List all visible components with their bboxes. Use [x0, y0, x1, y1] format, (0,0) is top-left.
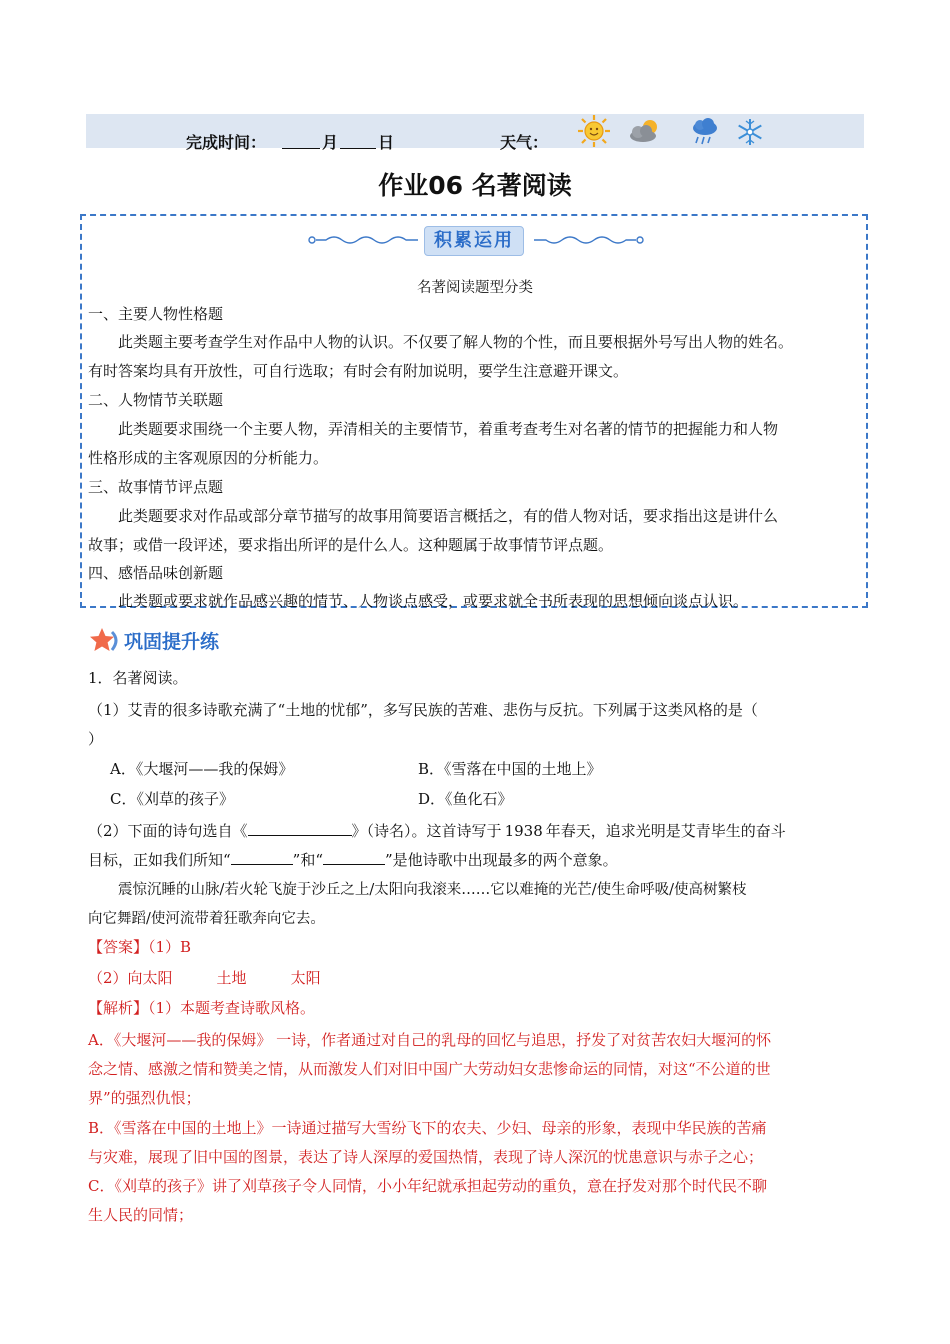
q1-option-b[interactable]: B．《雪落在中国的土地上》 — [418, 760, 602, 778]
sun-icon[interactable] — [576, 114, 612, 148]
box-line-11: 此类题或要求就作品感兴趣的情节、人物谈点感受，或要求就全书所表现的思想倾向谈点认识。 — [118, 592, 749, 610]
answer-line-1 — [88, 937, 191, 957]
image-blank-1[interactable] — [231, 850, 293, 865]
poem-line-2: 向它舞蹈/使河流带着狂歌奔向它去。 — [88, 911, 325, 927]
month-blank[interactable] — [282, 132, 320, 149]
q1-option-d[interactable]: D．《鱼化石》 — [418, 790, 513, 808]
box-line-9: 故事；或借一段评述，要求指出所评的是什么人。这种题属于故事情节评点题。 — [88, 536, 614, 554]
completion-label: 完成时间： — [186, 133, 267, 152]
q1-part2-text-d: 目标，正如我们所知“ — [88, 851, 231, 869]
q1-option-c[interactable]: C．《刈草的孩子》 — [110, 790, 234, 808]
answer-part2-c: 太阳 — [290, 969, 321, 987]
q1-part1-line2: ） — [88, 730, 104, 748]
q1-part2-text-a: （2）下面的诗句选自《 — [88, 822, 248, 840]
weather-label: 天气： — [500, 133, 549, 152]
q1-part2-text-b: 》（诗名）。这首诗写于 — [351, 822, 502, 840]
explanation-a-line3: 界”的强烈仇恨； — [88, 1089, 201, 1107]
day-blank[interactable] — [340, 132, 376, 149]
day-label: 日 — [378, 133, 395, 152]
box-line-2: 此类题主要考查学生对作品中人物的认识。不仅要了解人物的个性，而且要根据外号写出人物的姓名。 — [118, 333, 794, 351]
explanation-c-line1: C．《刈草的孩子》讲了刈草孩子令人同情，小小年纪就承担起劳动的重负，意在抒发对那个时代民不聊 — [88, 1177, 767, 1195]
explanation-heading-line — [88, 998, 315, 1018]
image-blank-2[interactable] — [323, 850, 385, 865]
q1-part2-line1 — [88, 821, 786, 841]
q1-part2-year: 1938 — [504, 822, 543, 840]
q1-part2-text-e: ”和“ — [292, 851, 324, 869]
explanation-b-line2: 与灾难，展现了旧中国的图景，表达了诗人深厚的爱国热情，表现了诗人深沉的忧患意识与赤子之心； — [88, 1148, 764, 1166]
page-title: 作业06 名著阅读 — [378, 171, 572, 200]
explanation-c-line2: 生人民的同情； — [88, 1206, 194, 1224]
poem-name-blank[interactable] — [248, 821, 352, 836]
q1-part2-line2 — [88, 850, 618, 870]
section-consolidate-header — [88, 626, 268, 654]
box-line-6: 性格形成的主客观原因的分析能力。 — [88, 449, 329, 467]
rain-icon[interactable] — [689, 116, 721, 148]
explanation-head: （1）本题考查诗歌风格。 — [148, 999, 316, 1017]
box-line-5: 此类题要求围绕一个主要人物，弄清相关的主要情节，着重考查考生对名著的情节的把握能力和人物 — [118, 420, 779, 438]
explanation-a-line2: 念之情、感激之情和赞美之情，从而激发人们对旧中国广大劳动妇女悲惨命运的同情，对这“不公道的世 — [88, 1060, 771, 1078]
answer-part2-b: 土地 — [216, 969, 247, 987]
q1-heading: 1．名著阅读。 — [88, 669, 188, 687]
answer-part2-a: （2）向太阳 — [88, 969, 173, 987]
explanation-label: 【解析】 — [88, 999, 149, 1017]
month-label: 月 — [322, 133, 339, 152]
q1-part1-line1: （1）艾青的很多诗歌充满了“土地的忧郁”，多写民族的苦难、悲伤与反抗。下列属于这类风格的是（ — [88, 701, 758, 719]
box-line-4: 二、人物情节关联题 — [88, 391, 224, 409]
answer-part1: （1）B — [148, 938, 192, 956]
answer-line-2 — [88, 968, 321, 988]
section-consolidate-title: 巩固提升练 — [124, 631, 220, 653]
poem-line-1: 震惊沉睡的山脉/若火轮飞旋于沙丘之上/太阳向我滚来……它以难掩的光芒/使生命呼吸/使高树繁枝 — [118, 882, 747, 898]
snow-icon[interactable] — [736, 118, 764, 146]
box-line-10: 四、感悟品味创新题 — [88, 564, 224, 582]
star-icon — [88, 626, 122, 654]
box-line-3: 有时答案均具有开放性，可自行选取；有时会有附加说明，要学生注意避开课文。 — [88, 362, 629, 380]
box-line-7: 三、故事情节评点题 — [88, 478, 224, 496]
box-line-8: 此类题要求对作品或部分章节描写的故事用简要语言概括之，有的借人物对话，要求指出这是讲什么 — [118, 507, 779, 525]
q1-part2-text-f: ”是他诗歌中出现最多的两个意象。 — [385, 851, 618, 869]
header-bar — [86, 114, 864, 152]
answer-label: 【答案】 — [88, 938, 149, 956]
explanation-a-line1: A．《大堰河——我的保姆》 一诗，作者通过对自己的乳母的回忆与追思，抒发了对贫苦农妇大堰河的怀 — [88, 1031, 772, 1049]
cloudy-icon[interactable] — [626, 116, 666, 146]
box-subtitle: 名著阅读题型分类 — [417, 280, 533, 296]
explanation-b-line1: B．《雪落在中国的土地上》一诗通过描写大雪纷飞下的农夫、少妇、母亲的形象，表现中华民族的苦痛 — [88, 1119, 767, 1137]
accumulate-badge: 积累运用 — [424, 226, 524, 256]
box-line-1: 一、主要人物性格题 — [88, 305, 224, 323]
q1-option-a[interactable]: A．《大堰河——我的保姆》 — [110, 760, 294, 778]
q1-part2-text-c: 年春天，追求光明是艾青毕生的奋斗 — [545, 822, 786, 840]
